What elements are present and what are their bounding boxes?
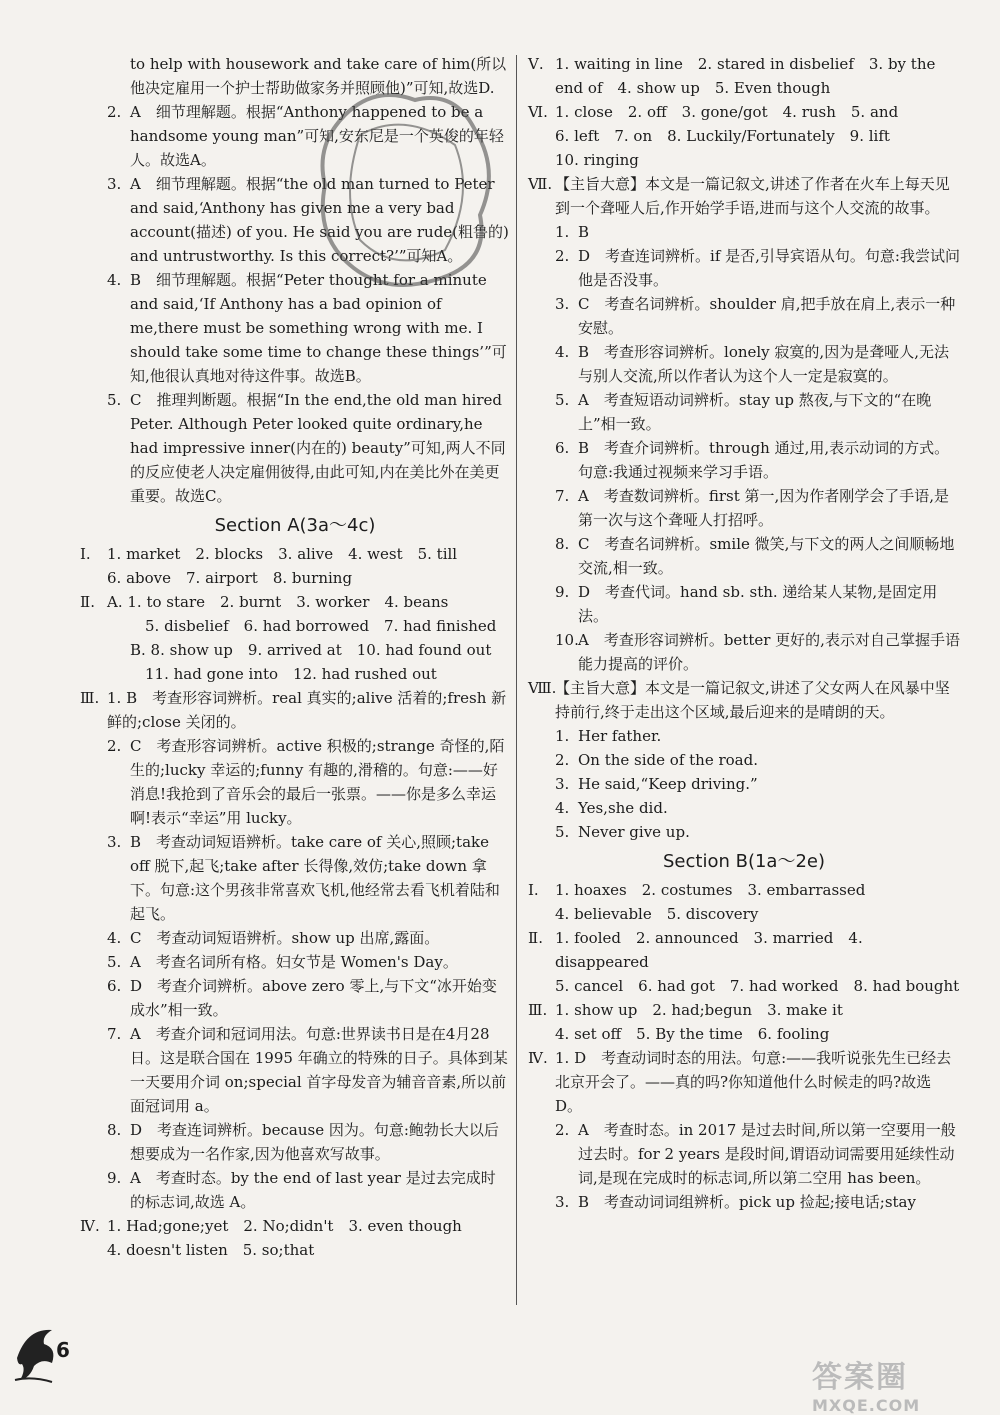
item-number: 5. <box>107 391 122 409</box>
item-number: 7. <box>107 1025 122 1043</box>
item-number: 2. <box>555 751 570 769</box>
answer-line <box>528 580 960 628</box>
answer-line <box>80 974 510 1022</box>
item-number: 6. <box>107 977 122 995</box>
answer-line <box>80 566 510 590</box>
answer-line <box>528 974 960 998</box>
answer-text: B 考查形容词辨析。lonely 寂寞的,因为是聋哑人,无法与别人交流,所以作者认为这个人一定是寂寞的。 <box>578 343 949 385</box>
answer-text: C 考查名词辨析。shoulder 肩,把手放在肩上,表示一种安慰。 <box>578 295 956 337</box>
item-number: 2. <box>107 103 122 121</box>
item-number: 2. <box>555 1121 570 1139</box>
answer-text: 6. left 7. on 8. Luckily/Fortunately 9. lift <box>555 127 890 145</box>
answer-line <box>528 926 960 974</box>
item-number: 3. <box>555 1193 570 1211</box>
roman-numeral: Ⅴ. <box>528 55 544 73</box>
answer-line <box>528 1190 960 1214</box>
answer-text: Never give up. <box>578 823 690 841</box>
answer-line <box>528 388 960 436</box>
watermark <box>812 1352 920 1415</box>
answer-text: 1. B 考查形容词辨析。real 真实的;alive 活着的;fresh 新鲜的;close 关闭的。 <box>107 689 507 731</box>
seal-stamp <box>305 75 505 305</box>
answer-text: B 考查介词辨析。through 通过,用,表示动词的方式。句意:我通过视频来学习手语。 <box>578 439 950 481</box>
answer-text: C 考查名词辨析。smile 微笑,与下文的两人之间顺畅地交流,相一致。 <box>578 535 955 577</box>
item-number: 3. <box>555 295 570 313</box>
roman-numeral: Ⅱ. <box>80 593 95 611</box>
item-number: 3. <box>107 175 122 193</box>
answer-line <box>528 340 960 388</box>
answer-text: A 细节理解题。根据“the old man turned to Peter and said,‘Anthony has given me a very bad account(描述) of you. He said you are rude(粗鲁的) and untrustworthy. Is this correct?’”可知A。 <box>130 175 509 265</box>
answer-line <box>528 902 960 926</box>
item-number: 2. <box>555 247 570 265</box>
answer-text: 【主旨大意】本文是一篇记叙文,讲述了作者在火车上每天见到一个聋哑人后,作开始学手语,进而与这个人交流的故事。 <box>555 175 950 217</box>
item-number: 4. <box>555 343 570 361</box>
answer-text: C 考查动词短语辨析。show up 出席,露面。 <box>130 929 440 947</box>
answer-line <box>80 734 510 830</box>
answer-line <box>80 926 510 950</box>
answer-line <box>528 124 960 148</box>
answer-text: Her father. <box>578 727 662 745</box>
answer-line <box>528 220 960 244</box>
answer-line <box>80 830 510 926</box>
answer-line <box>528 1022 960 1046</box>
answer-text: On the side of the road. <box>578 751 758 769</box>
answer-line <box>528 532 960 580</box>
answer-line <box>528 244 960 292</box>
answer-line <box>528 436 960 484</box>
item-number: 5. <box>555 823 570 841</box>
answer-text: A 考查短语动词辨析。stay up 熬夜,与下文的“在晚上”相一致。 <box>578 391 932 433</box>
item-number: 4. <box>107 929 122 947</box>
answer-text: D 考查连词辨析。if 是否,引导宾语从句。句意:我尝试问他是否没事。 <box>578 247 960 289</box>
answer-text: D 考查代词。hand sb. sth. 递给某人某物,是固定用法。 <box>578 583 938 625</box>
item-number: 1. <box>555 727 570 745</box>
answer-line <box>528 172 960 220</box>
item-number: 9. <box>555 583 570 601</box>
item-number: 4. <box>555 799 570 817</box>
answer-text: B 考查动词词组辨析。pick up 捡起;接电话;stay <box>578 1193 916 1211</box>
answer-line <box>528 1046 960 1118</box>
answer-text: A 考查介词和冠词用法。句意:世界读书日是在4月28日。这是联合国在 1995 年确立的特殊的日子。具体到某一天要用介词 on;special 首字母发音为辅音音素,所以前面冠词用 a。 <box>130 1025 508 1115</box>
item-number: 5. <box>555 391 570 409</box>
item-number: 7. <box>555 487 570 505</box>
answer-text: 4. believable 5. discovery <box>555 905 759 923</box>
answer-line <box>528 484 960 532</box>
answer-line <box>528 148 960 172</box>
answer-text: 1. hoaxes 2. costumes 3. embarrassed <box>555 881 866 899</box>
answer-line <box>80 1166 510 1214</box>
answer-line <box>80 590 510 614</box>
answer-text: B 考查动词短语辨析。take care of 关心,照顾;take off 脱下,起飞;take after 长得像,效仿;take down 拿下。句意:这个男孩非常喜欢飞机,他经常去看飞机着陆和起飞。 <box>130 833 500 923</box>
answer-text: A 细节理解题。根据“Anthony happened to be a handsome young man”可知,安东尼是一个英俊的年轻人。故选A。 <box>130 103 504 169</box>
answer-text: 1. D 考查动词时态的用法。句意:——我听说张先生已经去北京开会了。——真的吗?你知道他什么时候走的吗?故选 D。 <box>555 1049 952 1115</box>
answer-line <box>528 100 960 124</box>
answer-line <box>528 820 960 844</box>
answer-text: D 考查介词辨析。above zero 零上,与下文“冰开始变成水”相一致。 <box>130 977 497 1019</box>
page-number: 6 <box>56 1338 70 1362</box>
roman-numeral: Ⅲ. <box>80 689 100 707</box>
answer-text: C 推理判断题。根据“In the end,the old man hired Peter. Although Peter looked quite ordinary,he had impressive inner(内在的) beauty”可知,两人不同的反应使老人决定雇佣彼得,由此可知,内在美比外在美更重要。故选C。 <box>130 391 506 505</box>
answer-line <box>528 676 960 724</box>
item-number: 8. <box>555 535 570 553</box>
answer-text: 1. close 2. off 3. gone/got 4. rush 5. and <box>555 103 899 121</box>
roman-numeral: Ⅷ. <box>528 679 557 697</box>
answer-text: 5. cancel 6. had got 7. had worked 8. had bought <box>555 977 960 995</box>
answer-text: 1. show up 2. had;begun 3. make it <box>555 1001 843 1019</box>
answer-text: A 考查名词所有格。妇女节是 Women's Day。 <box>130 953 458 971</box>
item-number: 10. <box>555 631 579 649</box>
answer-line <box>80 1214 510 1238</box>
answer-line <box>528 878 960 902</box>
item-number: 4. <box>107 271 122 289</box>
answer-line <box>80 686 510 734</box>
answer-text: 1. market 2. blocks 3. alive 4. west 5. till <box>107 545 458 563</box>
answer-line <box>80 1118 510 1166</box>
roman-numeral: Ⅶ. <box>528 175 553 193</box>
answer-line <box>528 772 960 796</box>
answer-text: 1. waiting in line 2. stared in disbelief 3. by the end of 4. show up 5. Even though <box>555 55 936 97</box>
answer-line <box>528 52 960 100</box>
answer-text: 【主旨大意】本文是一篇记叙文,讲述了父女两人在风暴中坚持前行,终于走出这个区域,最后迎来的是晴朗的天。 <box>555 679 950 721</box>
answer-line <box>80 662 510 686</box>
column-divider <box>516 55 517 1305</box>
roman-numeral: Ⅲ. <box>528 1001 548 1019</box>
answer-text: D 考查连词辨析。because 因为。句意:鲍勃长大以后想要成为一名作家,因为他喜欢写故事。 <box>130 1121 499 1163</box>
watermark-logo: 答案圈 <box>812 1360 908 1395</box>
answer-text: A 考查时态。in 2017 是过去时间,所以第一空要用一般过去时。for 2 years 是段时间,谓语动词需要用延续性动词,是现在完成时的标志词,所以第二空用 has been。 <box>578 1121 956 1187</box>
answer-line <box>80 638 510 662</box>
answer-text: to help with housework and take care of him(所以他决定雇用一个护士帮助做家务并照顾他)”可知,故选D. <box>130 55 507 97</box>
answer-line <box>528 292 960 340</box>
roman-numeral: Ⅳ. <box>80 1217 100 1235</box>
answer-line <box>528 724 960 748</box>
answer-text: A 考查数词辨析。first 第一,因为作者刚学会了手语,是第一次与这个聋哑人打招呼。 <box>578 487 950 529</box>
item-number: 2. <box>107 737 122 755</box>
answer-text: A 考查形容词辨析。better 更好的,表示对自己掌握手语能力提高的评价。 <box>578 631 960 673</box>
answer-text: C 考查形容词辨析。active 积极的;strange 奇怪的,陌生的;lucky 幸运的;funny 有趣的,滑稽的。句意:——好消息!我抢到了音乐会的最后一张票。——你是多么幸运啊!表示“幸运”用 lucky。 <box>130 737 505 827</box>
roman-numeral: Ⅳ. <box>528 1049 548 1067</box>
roman-numeral: Ⅰ. <box>528 881 539 899</box>
answer-line <box>80 1238 510 1262</box>
answer-text: 1. fooled 2. announced 3. married 4. disappeared <box>555 929 863 971</box>
watermark-url: MXQE.COM <box>812 1396 921 1415</box>
answer-line <box>528 796 960 820</box>
answer-text: B <box>578 223 590 241</box>
section-heading: Section A(3a～4c) <box>214 515 376 536</box>
item-number: 5. <box>107 953 122 971</box>
answer-text: 11. had gone into 12. had rushed out <box>130 665 437 683</box>
answer-line <box>528 1118 960 1190</box>
answer-line <box>80 614 510 638</box>
answer-text: He said,“Keep driving.” <box>578 775 758 793</box>
roman-numeral: Ⅵ. <box>528 103 548 121</box>
section-heading: Section B(1a～2e) <box>663 851 825 872</box>
answer-text: A. 1. to stare 2. burnt 3. worker 4. beans <box>107 593 449 611</box>
dolphin-icon <box>12 1318 62 1388</box>
answer-line <box>80 388 510 508</box>
answer-line <box>80 1022 510 1118</box>
item-number: 3. <box>107 833 122 851</box>
item-number: 3. <box>555 775 570 793</box>
answer-text: 6. above 7. airport 8. burning <box>107 569 353 587</box>
answer-text: 4. doesn't listen 5. so;that <box>107 1241 315 1259</box>
roman-numeral: Ⅰ. <box>80 545 91 563</box>
answer-text: 10. ringing <box>555 151 639 169</box>
answer-text: B. 8. show up 9. arrived at 10. had found out <box>130 641 492 659</box>
answer-line <box>528 748 960 772</box>
answer-text: A 考查时态。by the end of last year 是过去完成时的标志词,故选 A。 <box>130 1169 496 1211</box>
answer-line <box>528 998 960 1022</box>
answer-text: 5. disbelief 6. had borrowed 7. had finished <box>130 617 497 635</box>
answer-line <box>80 542 510 566</box>
roman-numeral: Ⅱ. <box>528 929 543 947</box>
item-number: 9. <box>107 1169 122 1187</box>
item-number: 6. <box>555 439 570 457</box>
answer-text: Yes,she did. <box>578 799 668 817</box>
answer-text: 1. Had;gone;yet 2. No;didn't 3. even though <box>107 1217 462 1235</box>
answer-line <box>528 628 960 676</box>
item-number: 8. <box>107 1121 122 1139</box>
answer-text: 4. set off 5. By the time 6. fooling <box>555 1025 830 1043</box>
item-number: 1. <box>555 223 570 241</box>
right-column <box>528 52 960 1214</box>
answer-line <box>80 950 510 974</box>
answer-text: B 细节理解题。根据“Peter thought for a minute and said,‘If Anthony has a bad opinion of me,there must be something wrong with me. I should take some time to change these things’”可知,他很认真地对待这件事。故选B。 <box>130 271 507 385</box>
